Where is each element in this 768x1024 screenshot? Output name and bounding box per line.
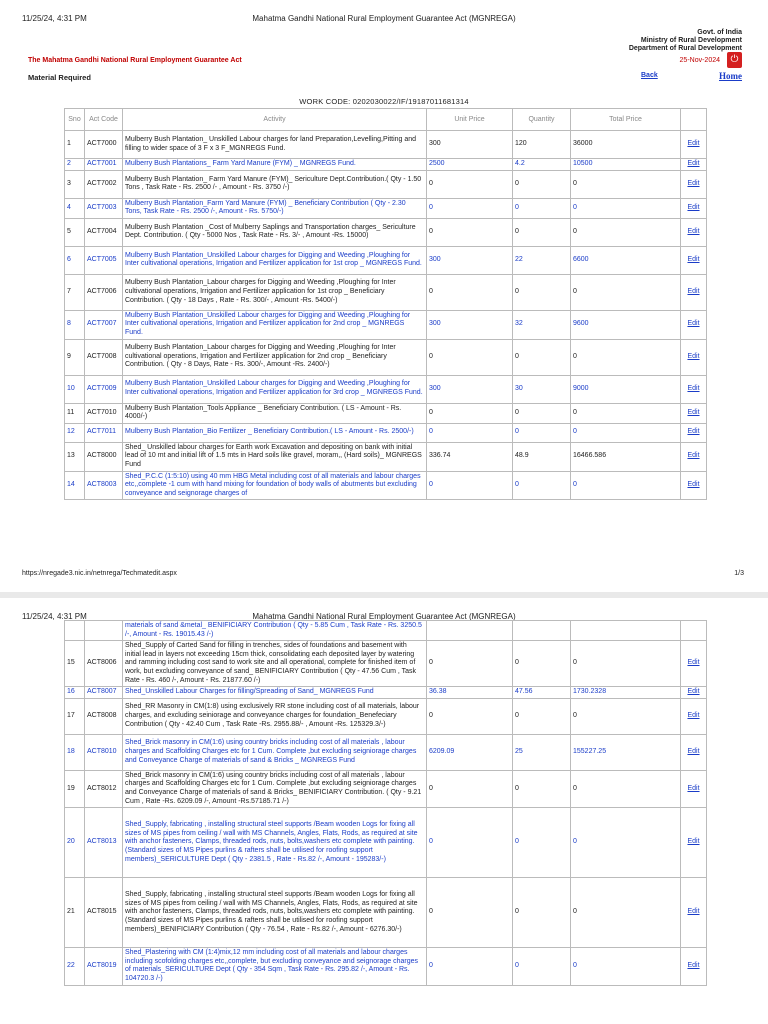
power-icon[interactable]: ⏻	[727, 52, 742, 68]
cell-quantity: 0	[513, 878, 571, 948]
edit-link[interactable]: Edit	[687, 784, 700, 792]
material-table-page-1	[64, 108, 707, 500]
cell-quantity: 0	[513, 198, 571, 218]
cell-edit	[681, 641, 707, 687]
edit-link[interactable]: Edit	[687, 352, 700, 360]
cell-sno: 16	[65, 687, 85, 699]
edit-link[interactable]: Edit	[687, 255, 700, 263]
cell-quantity: 0	[513, 770, 571, 807]
edit-link[interactable]: Edit	[687, 688, 700, 696]
table-row	[65, 375, 707, 403]
edit-link[interactable]: Edit	[687, 711, 700, 719]
cell-quantity: 0	[513, 698, 571, 734]
govt-block	[629, 29, 742, 53]
cell-unit-price: 0	[427, 423, 513, 442]
cell-unit-price: 300	[427, 131, 513, 159]
edit-link[interactable]: Edit	[687, 428, 700, 436]
cell-quantity: 0	[513, 423, 571, 442]
cell-activity: materials of sand &metal_ BENIFICIARY Contribution ( Qty - 5.85 Cum , Task Rate - Rs. 3250.5 /-, Amount - Rs. 19015.43 /-)	[123, 621, 427, 641]
cell-quantity: 0	[513, 339, 571, 375]
cell-edit	[681, 310, 707, 339]
cell-act-code: ACT7003	[85, 198, 123, 218]
edit-link[interactable]: Edit	[687, 287, 700, 295]
work-code: WORK CODE: 0202030022/IF/19187011681314	[299, 97, 469, 106]
cell-activity: Shed_Supply, fabricating , installing structural steel supports /Beam wooden Logs for fixing all sizes of MS pipes from ceiling / wall with MS Channels, Angles, Flats, Rods, as required at site with anchor fasteners, Clamps, threaded rods, nuts, bolts,washers etc complete with painting.(Standard sizes of MS Pipes purlins & rafters shall be utilised for roofing support members)_SERICULTURE Dept ( Qty - 2381.5 , Rate - Rs.82 /-, Amount - 195283/-)	[123, 808, 427, 878]
cell-total-price: 155227.25	[571, 734, 681, 770]
cell-activity: Mulberry Bush Plantation_ Unskilled Labour charges for land Preparation,Levelling,Pitting and filling to wider space of 3 F x 3 F_MGNREGS Fund.	[123, 131, 427, 159]
edit-link[interactable]: Edit	[687, 408, 700, 416]
table-row	[65, 641, 707, 687]
cell-unit-price: 0	[427, 641, 513, 687]
cell-act-code: ACT7002	[85, 170, 123, 198]
cell-activity: Mulberry Bush Plantation _Cost of Mulberry Saplings and Transportation charges_ Sericulture Dept. Contribution. ( Qty - 5000 Nos , Task Rate - Rs. 3/- , Amount -Rs. 15000)	[123, 218, 427, 246]
cell-activity: Mulberry Bush Plantation_ Farm Yard Manure (FYM)_ Sericulture Dept.Contribution.( Qty - 1.50 Tons , Task Rate - Rs. 2500 /- , Amount - Rs. 3750 /-)	[123, 170, 427, 198]
cell-activity: Mulberry Bush Plantation_Labour charges for Digging and Weeding ,Ploughing for Inter cultivational operations, Irrigation and Fertilizer application for 2nd crop _ Beneficiary Contribution. ( Qty - 8 Days, Rate - Rs. 300/-, Amount -Rs. 2400/-)	[123, 339, 427, 375]
cell-total-price: 6600	[571, 246, 681, 274]
cell-act-code: ACT7001	[85, 159, 123, 171]
cell-activity: Mulberry Bush Plantation_Bio Fertilizer _ Beneficiary Contribution.( LS - Amount - Rs. 2500/-)	[123, 423, 427, 442]
cell-quantity: 0	[513, 808, 571, 878]
cell-act-code: ACT8003	[85, 471, 123, 500]
cell-sno: 20	[65, 808, 85, 878]
cell-quantity: 120	[513, 131, 571, 159]
cell-edit	[681, 218, 707, 246]
cell-edit	[681, 442, 707, 471]
col-total-price: Total Price	[571, 109, 681, 131]
edit-link[interactable]: Edit	[687, 203, 700, 211]
cell-unit-price: 300	[427, 310, 513, 339]
cell-total-price: 0	[571, 471, 681, 500]
table-row	[65, 442, 707, 471]
cell-activity: Mulberry Bush Plantation_Unskilled Labour charges for Digging and Weeding ,Ploughing for Inter cultivational operations, Irrigation and Fertilizer application for 3rd crop _ MGNREGS Fund.	[123, 375, 427, 403]
cell-edit	[681, 246, 707, 274]
edit-link[interactable]: Edit	[687, 962, 700, 970]
table-row	[65, 687, 707, 699]
cell-act-code: ACT8013	[85, 808, 123, 878]
table-row	[65, 246, 707, 274]
cell-quantity: 0	[513, 403, 571, 423]
cell-sno: 3	[65, 170, 85, 198]
col-act-code: Act Code	[85, 109, 123, 131]
cell-edit	[681, 339, 707, 375]
cell-act-code: ACT8010	[85, 734, 123, 770]
table-row	[65, 423, 707, 442]
cell-total-price: 0	[571, 274, 681, 310]
ministry-label: Ministry of Rural Development	[640, 37, 742, 44]
cell-unit-price: 300	[427, 375, 513, 403]
cell-total-price: 1730.2328	[571, 687, 681, 699]
cell-activity: Mulberry Bush Plantation_Tools Appliance _ Beneficiary Contribution. ( LS - Amount - Rs. 4000/-)	[123, 403, 427, 423]
cell-act-code: ACT8019	[85, 948, 123, 985]
cell-activity: Shed_Brick masonry in CM(1:6) using country bricks including cost of all materials , labour charges and Scaffolding Charges etc for 1 Cum. Complete ,but excluding seigniorage charges and Conveyance Charge of materials of sand & Bricks_ BENIFICIARY Contribution. ( Qty - 9.21 Cum , Rate -Rs. 6209.09 /-, Amount -Rs.57185.71 /-)	[123, 770, 427, 807]
cell-unit-price: 0	[427, 198, 513, 218]
cell-act-code: ACT7011	[85, 423, 123, 442]
back-link[interactable]: Back	[641, 72, 658, 79]
cell-total-price: 0	[571, 339, 681, 375]
table-row	[65, 698, 707, 734]
page-title: Material Required	[28, 73, 91, 82]
cell-act-code: ACT7007	[85, 310, 123, 339]
cell-total-price: 0	[571, 170, 681, 198]
cell-sno: 17	[65, 698, 85, 734]
table-row	[65, 131, 707, 159]
table-row	[65, 339, 707, 375]
cell-sno: 5	[65, 218, 85, 246]
cell-edit	[681, 734, 707, 770]
cell-edit	[681, 698, 707, 734]
cell-unit-price: 0	[427, 218, 513, 246]
print-title: Mahatma Gandhi National Rural Employment Guarantee Act (MGNREGA)	[252, 14, 516, 23]
report-date: 25-Nov-2024	[679, 57, 720, 64]
cell-total-price: 0	[571, 808, 681, 878]
cell-total-price: 16466.586	[571, 442, 681, 471]
table-row	[65, 878, 707, 948]
col-activity: Activity	[123, 109, 427, 131]
edit-link[interactable]: Edit	[687, 747, 700, 755]
department-label: Department of Rural Development	[628, 45, 742, 52]
cell-unit-price: 0	[427, 170, 513, 198]
table-row	[65, 808, 707, 878]
home-link[interactable]: Home	[719, 71, 742, 81]
cell-edit	[681, 423, 707, 442]
cell-unit-price: 6209.09	[427, 734, 513, 770]
cell-activity: Shed_Brick masonry in CM(1:6) using country bricks including cost of all materials , labour charges and Scaffolding Charges etc for 1 Cum. Complete ,but excluding seigniorage charges and Conveyance Charge of materials of sand & Bricks _ MGNREGS Fund	[123, 734, 427, 770]
cell-quantity: 0	[513, 218, 571, 246]
col-sno: Sno	[65, 109, 85, 131]
cell-activity: Mulberry Bush Plantation_Unskilled Labour charges for Digging and Weeding ,Ploughing for Inter cultivational operations, Irrigation and Fertilizer application for 2nd crop _ MGNREGS Fund.	[123, 310, 427, 339]
cell-edit	[681, 878, 707, 948]
cell-sno: 22	[65, 948, 85, 985]
cell-sno: 2	[65, 159, 85, 171]
cell-edit	[681, 403, 707, 423]
edit-link[interactable]: Edit	[687, 320, 700, 328]
cell-quantity: 0	[513, 641, 571, 687]
cell-edit	[681, 375, 707, 403]
cell-total-price: 0	[571, 641, 681, 687]
cell-unit-price: 0	[427, 808, 513, 878]
table-row-continuation	[65, 621, 707, 641]
cell-unit-price: 0	[427, 403, 513, 423]
cell-sno: 7	[65, 274, 85, 310]
cell-total-price: 9600	[571, 310, 681, 339]
cell-sno: 21	[65, 878, 85, 948]
cell-quantity: 30	[513, 375, 571, 403]
cell-activity: Shed_P.C.C (1:5:10) using 40 mm HBG Metal including cost of all materials and labour charges etc,,complete -1 cum with hand mixing for foundation of body walls of abutments but excluding conveyance and seignorage charges of	[123, 471, 427, 500]
cell-sno: 1	[65, 131, 85, 159]
cell-act-code: ACT7010	[85, 403, 123, 423]
table-row	[65, 770, 707, 807]
edit-link[interactable]: Edit	[687, 384, 700, 392]
edit-link[interactable]: Edit	[687, 838, 700, 846]
cell-total-price: 36000	[571, 131, 681, 159]
col-quantity: Quantity	[513, 109, 571, 131]
print-date: 11/25/24, 4:31 PM	[22, 612, 87, 621]
edit-link[interactable]: Edit	[687, 140, 700, 148]
cell-unit-price: 36.38	[427, 687, 513, 699]
cell-total-price: 0	[571, 218, 681, 246]
cell-activity: Shed_ Unskilled labour charges for Earth work Excavation and depositing on bank with initial lead of 10 mt and initial lift of 1.5 mts in Hard soils like gravel, moram,, (Hard soils)_ MGNREGS Fund	[123, 442, 427, 471]
cell-edit	[681, 948, 707, 985]
cell-activity: Mulberry Bush Plantation_Unskilled Labour charges for Digging and Weeding ,Ploughing for Inter cultivational operations, Irrigation and Fertilizer application for 1st crop _ MGNREGS Fund.	[123, 246, 427, 274]
cell-total-price: 0	[571, 403, 681, 423]
table-row	[65, 471, 707, 500]
cell-activity: Mulberry Bush Plantation_Farm Yard Manure (FYM) _ Beneficiary Contribution ( Qty - 2.30 Tons, Task Rate - Rs. 2500 /-, Amount - Rs. 5750/-)	[123, 198, 427, 218]
cell-sno: 11	[65, 403, 85, 423]
cell-act-code: ACT8015	[85, 878, 123, 948]
cell-activity: Mulberry Bush Plantation_Labour charges for Digging and Weeding ,Ploughing for Inter cultivational operations, Irrigation and Fertilizer application for 1st crop _ Beneficiary Contribution. ( Qty - 18 Days , Rate - Rs. 300/- , Amount -Rs. 5400/-)	[123, 274, 427, 310]
cell-quantity: 0	[513, 471, 571, 500]
cell-unit-price: 300	[427, 246, 513, 274]
cell-unit-price: 0	[427, 274, 513, 310]
cell-total-price: 0	[571, 878, 681, 948]
cell-quantity: 22	[513, 246, 571, 274]
cell-edit	[681, 808, 707, 878]
cell-edit	[681, 198, 707, 218]
table-row	[65, 218, 707, 246]
cell-act-code: ACT7000	[85, 131, 123, 159]
print-page-number: 1/3	[734, 570, 744, 577]
cell-activity: Shed_Supply, fabricating , installing structural steel supports /Beam wooden Logs for fixing all sizes of MS pipes from ceiling / wall with MS Channels, Angles, Flats, Rods, as required at site with anchor fasteners, Clamps, threaded rods, nuts, bolts,washers etc complete with painting.(Standard sizes of MS Pipes purlins & rafters shall be utilised for roofing support members)_BENIFICIARY Contribution ( Qty - 76.54 , Rate - Rs.82 /-, Amount - 6276.30/-)	[123, 878, 427, 948]
col-edit	[681, 109, 707, 131]
cell-unit-price: 0	[427, 471, 513, 500]
cell-activity: Shed_Supply of Carted Sand for filling in trenches, sides of foundations and basement with initial lead in layers not exceeding 15cm thick, consolidating each deposited layer by watering and ramming including cost sand to work site and all operational, complete for finished item of work, but excluding conveyance of sand_ BENIFICIARY Contribution ( Qty - 47.56 Cum , Task Rate - Rs. 460 /-, Amount - Rs. 21877.60 /-)	[123, 641, 427, 687]
edit-link[interactable]: Edit	[687, 659, 700, 667]
edit-link[interactable]: Edit	[687, 179, 700, 187]
table-row	[65, 948, 707, 985]
cell-activity: Shed_Plastering with CM (1:4)mix,12 mm including cost of all materials and labour charges including scofolding charges etc,,complete, but excluding conveyance and seignorage charges of materials_SERICULTURE Dept ( Qty - 354 Sqm , Task Rate - Rs. 295.82 /-, Amount - Rs. 104720.3 /-)	[123, 948, 427, 985]
col-unit-price: Unit Price	[427, 109, 513, 131]
cell-activity: Shed_Unskilled Labour Charges for filling/Spreading of Sand_ MGNREGS Fund	[123, 687, 427, 699]
cell-total-price: 0	[571, 423, 681, 442]
table-row	[65, 198, 707, 218]
cell-act-code: ACT7006	[85, 274, 123, 310]
cell-total-price: 9000	[571, 375, 681, 403]
table-row	[65, 403, 707, 423]
cell-edit	[681, 170, 707, 198]
print-title: Mahatma Gandhi National Rural Employment Guarantee Act (MGNREGA)	[252, 612, 516, 621]
cell-edit	[681, 687, 707, 699]
print-url: https://nregade3.nic.in/netnrega/Techmatedit.aspx	[22, 570, 177, 577]
cell-edit	[681, 770, 707, 807]
cell-quantity: 48.9	[513, 442, 571, 471]
cell-sno: 19	[65, 770, 85, 807]
cell-act-code: ACT7008	[85, 339, 123, 375]
cell-total-price: 0	[571, 698, 681, 734]
cell-sno: 14	[65, 471, 85, 500]
cell-quantity: 0	[513, 170, 571, 198]
cell-sno: 12	[65, 423, 85, 442]
govt-label: Govt. of India	[697, 29, 742, 36]
cell-total-price: 0	[571, 770, 681, 807]
cell-edit	[681, 274, 707, 310]
cell-act-code: ACT8000	[85, 442, 123, 471]
cell-unit-price: 0	[427, 770, 513, 807]
cell-sno: 6	[65, 246, 85, 274]
cell-quantity: 25	[513, 734, 571, 770]
cell-act-code: ACT8006	[85, 641, 123, 687]
cell-sno: 4	[65, 198, 85, 218]
edit-link[interactable]: Edit	[687, 227, 700, 235]
cell-quantity: 0	[513, 274, 571, 310]
cell-unit-price: 0	[427, 339, 513, 375]
print-date: 11/25/24, 4:31 PM	[22, 14, 87, 23]
cell-unit-price: 0	[427, 698, 513, 734]
cell-unit-price: 2500	[427, 159, 513, 171]
cell-quantity: 4.2	[513, 159, 571, 171]
edit-link[interactable]: Edit	[687, 452, 700, 460]
table-header-row	[65, 109, 707, 131]
act-name: The Mahatma Gandhi National Rural Employment Guarantee Act	[28, 57, 242, 64]
cell-unit-price: 336.74	[427, 442, 513, 471]
cell-sno: 8	[65, 310, 85, 339]
cell-unit-price: 0	[427, 948, 513, 985]
material-table-page-2	[64, 620, 707, 986]
cell-quantity: 32	[513, 310, 571, 339]
table-row	[65, 170, 707, 198]
table-row	[65, 310, 707, 339]
cell-act-code: ACT8008	[85, 698, 123, 734]
cell-activity: Mulberry Bush Plantations_ Farm Yard Manure (FYM) _ MGNREGS Fund.	[123, 159, 427, 171]
edit-link[interactable]: Edit	[687, 908, 700, 916]
table-row	[65, 274, 707, 310]
cell-sno: 15	[65, 641, 85, 687]
cell-sno: 18	[65, 734, 85, 770]
cell-sno: 10	[65, 375, 85, 403]
cell-sno: 9	[65, 339, 85, 375]
cell-act-code: ACT7005	[85, 246, 123, 274]
cell-quantity: 47.56	[513, 687, 571, 699]
cell-act-code: ACT7009	[85, 375, 123, 403]
cell-edit	[681, 159, 707, 171]
table-row	[65, 159, 707, 171]
cell-edit	[681, 471, 707, 500]
cell-act-code: ACT8012	[85, 770, 123, 807]
edit-link[interactable]: Edit	[687, 160, 700, 167]
cell-act-code: ACT8007	[85, 687, 123, 699]
cell-unit-price: 0	[427, 878, 513, 948]
cell-activity: Shed_RR Masonry in CM(1:8) using exclusively RR stone including cost of all materials, labour charges, and excluding seiniorage and conveyance charges for foundation_Benefeciary Contribution ( Qty - 42.40 Cum , Task Rate -Rs. 2955.88/- , Amount -Rs. 125329.3/-)	[123, 698, 427, 734]
cell-edit	[681, 131, 707, 159]
cell-sno: 13	[65, 442, 85, 471]
cell-quantity: 0	[513, 948, 571, 985]
cell-act-code: ACT7004	[85, 218, 123, 246]
cell-total-price: 0	[571, 198, 681, 218]
cell-total-price: 0	[571, 948, 681, 985]
edit-link[interactable]: Edit	[687, 481, 700, 489]
cell-total-price: 10500	[571, 159, 681, 171]
table-row	[65, 734, 707, 770]
